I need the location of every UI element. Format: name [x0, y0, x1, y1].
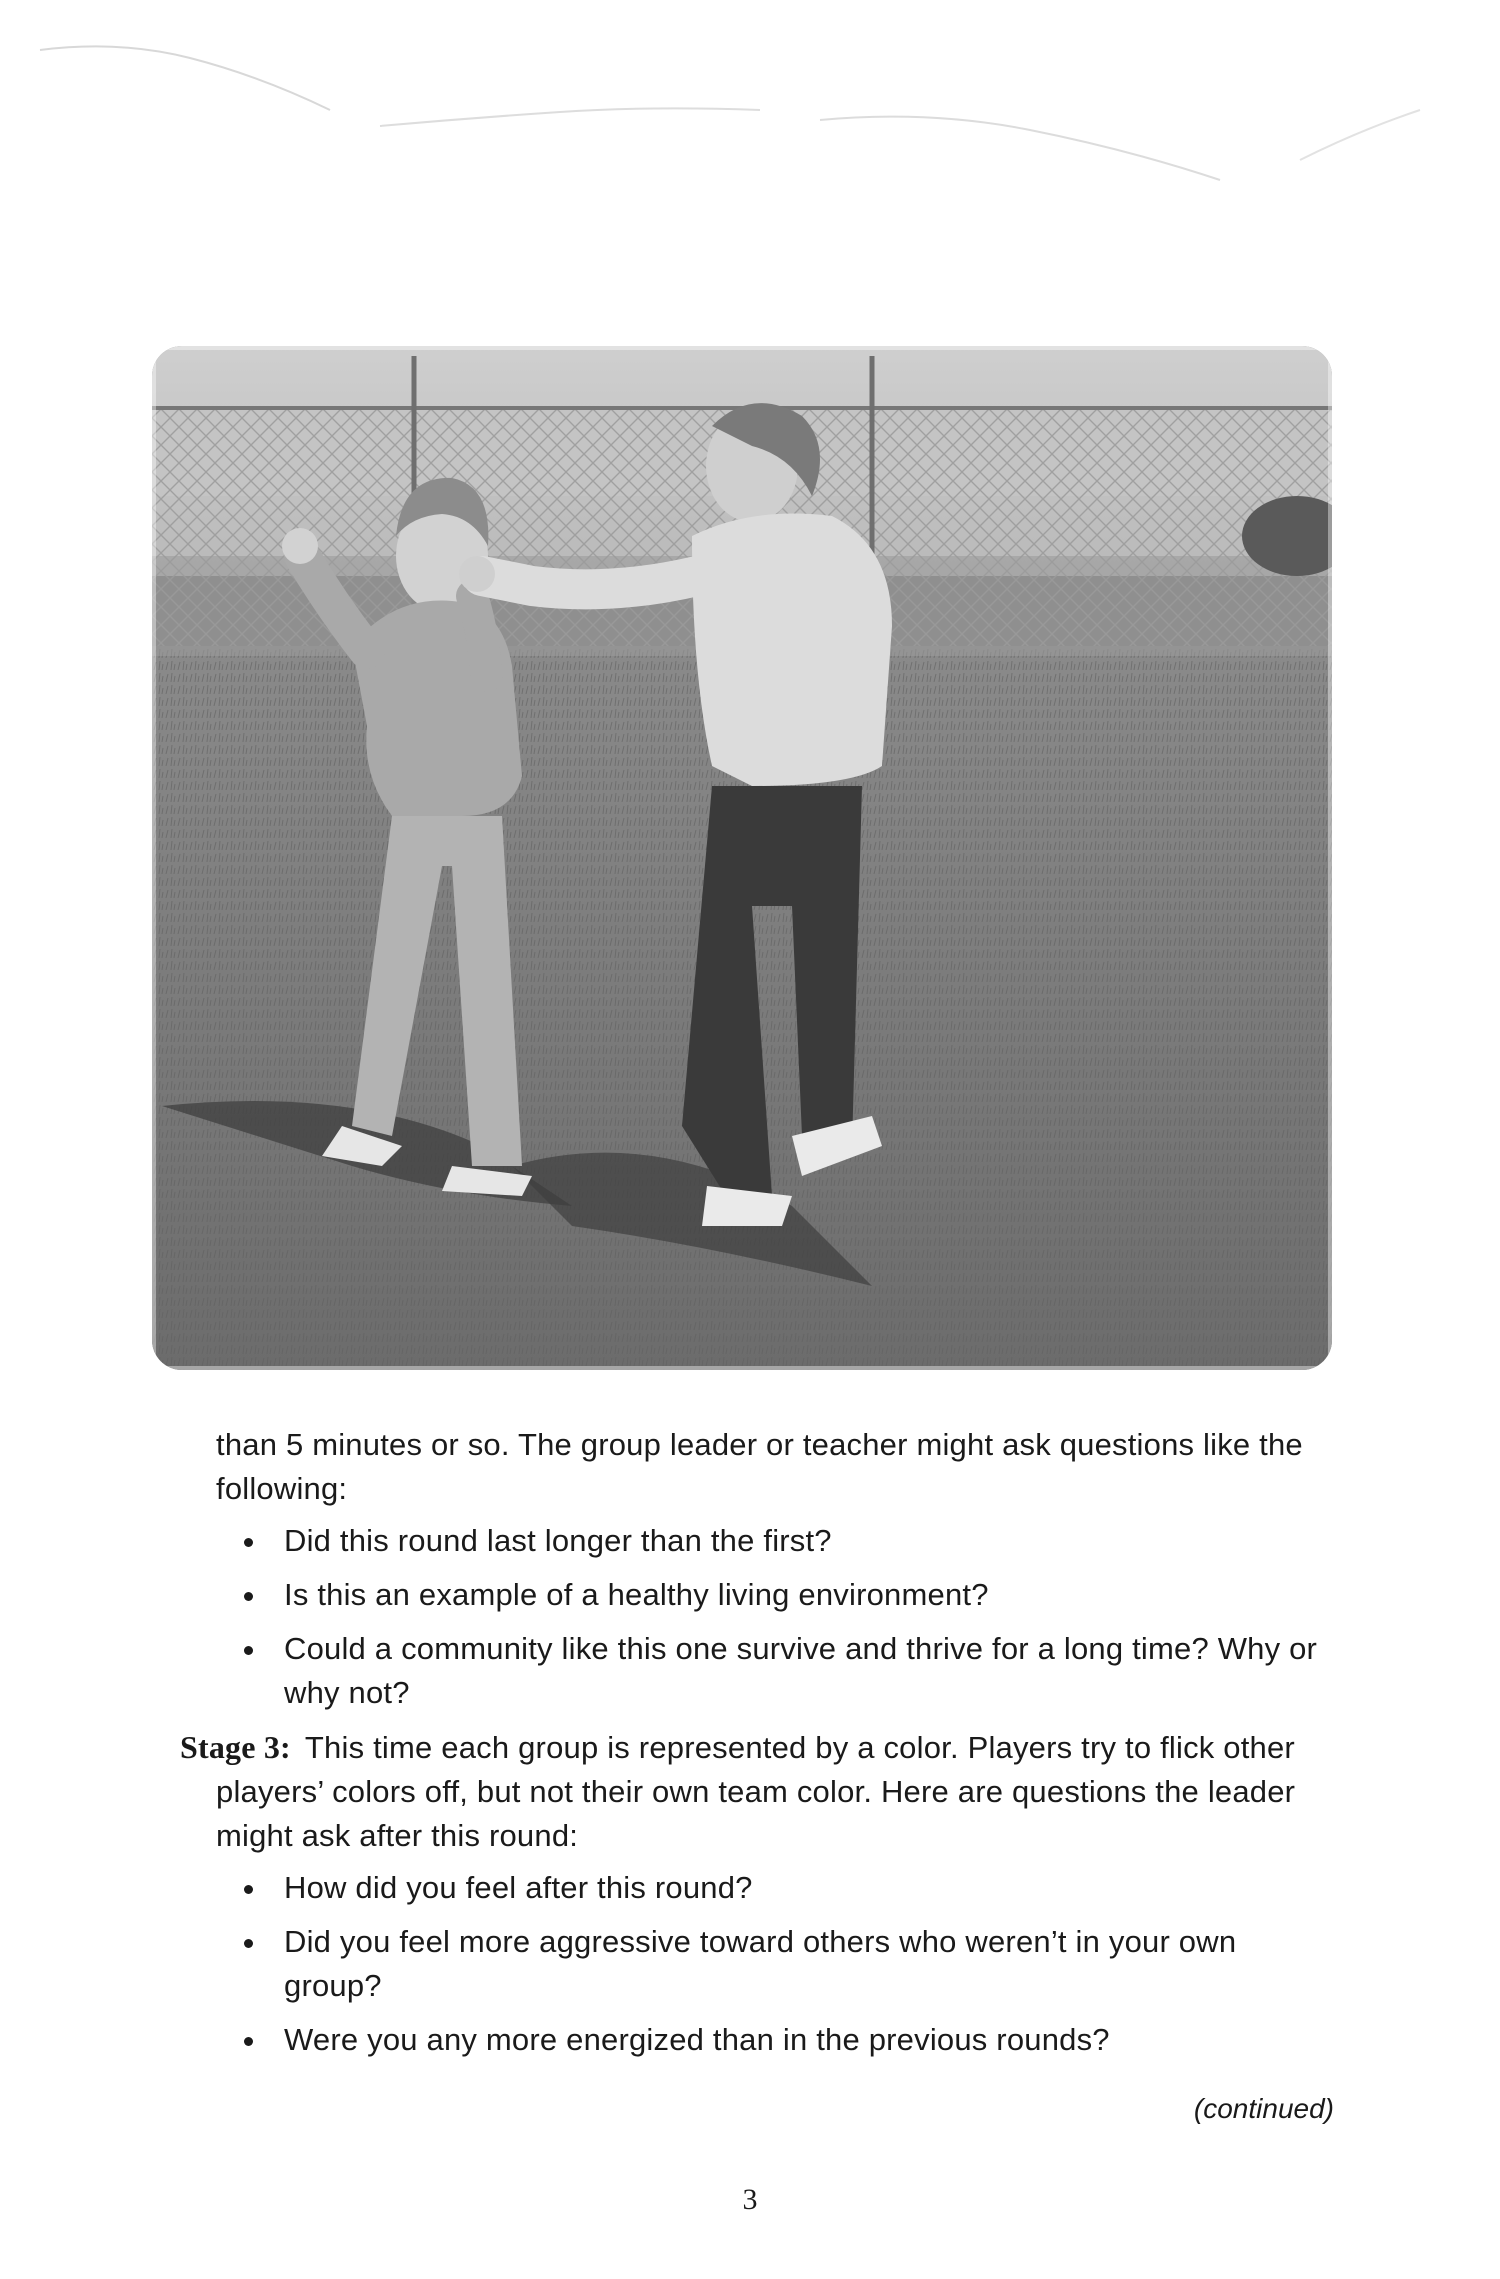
stage3-text: This time each group is represented by a color. Players try to flick other players’ colors off, but not their own team color. Here are questions the leader might ask after this round: [216, 1730, 1296, 1853]
list-item: Were you any more energized than in the previous rounds? [284, 2018, 1334, 2062]
list-item: How did you feel after this round? [284, 1866, 1334, 1910]
photo-two-girls-playing-game-icon [152, 346, 1332, 1370]
list-item: Did this round last longer than the first? [284, 1519, 1334, 1563]
stage3-label: Stage 3: [180, 1729, 291, 1765]
continued-note: (continued) [1193, 2093, 1334, 2124]
body-text [180, 1423, 1334, 2072]
list-item: Is this an example of a healthy living environment? [284, 1573, 1334, 1617]
scan-artifact-lines [0, 0, 1500, 260]
page-number: 3 [742, 2183, 758, 2216]
activity-photo [152, 346, 1332, 1370]
stage3-paragraph [180, 1725, 1334, 1858]
intro-paragraph: than 5 minutes or so. The group leader or teacher might ask questions like the following: [216, 1427, 1303, 1506]
list-item: Did you feel more aggressive toward others who weren’t in your own group? [284, 1920, 1334, 2008]
round3-questions-list [216, 1866, 1334, 2062]
round2-questions-list [216, 1519, 1334, 1715]
list-item: Could a community like this one survive and thrive for a long time? Why or why not? [284, 1627, 1334, 1715]
